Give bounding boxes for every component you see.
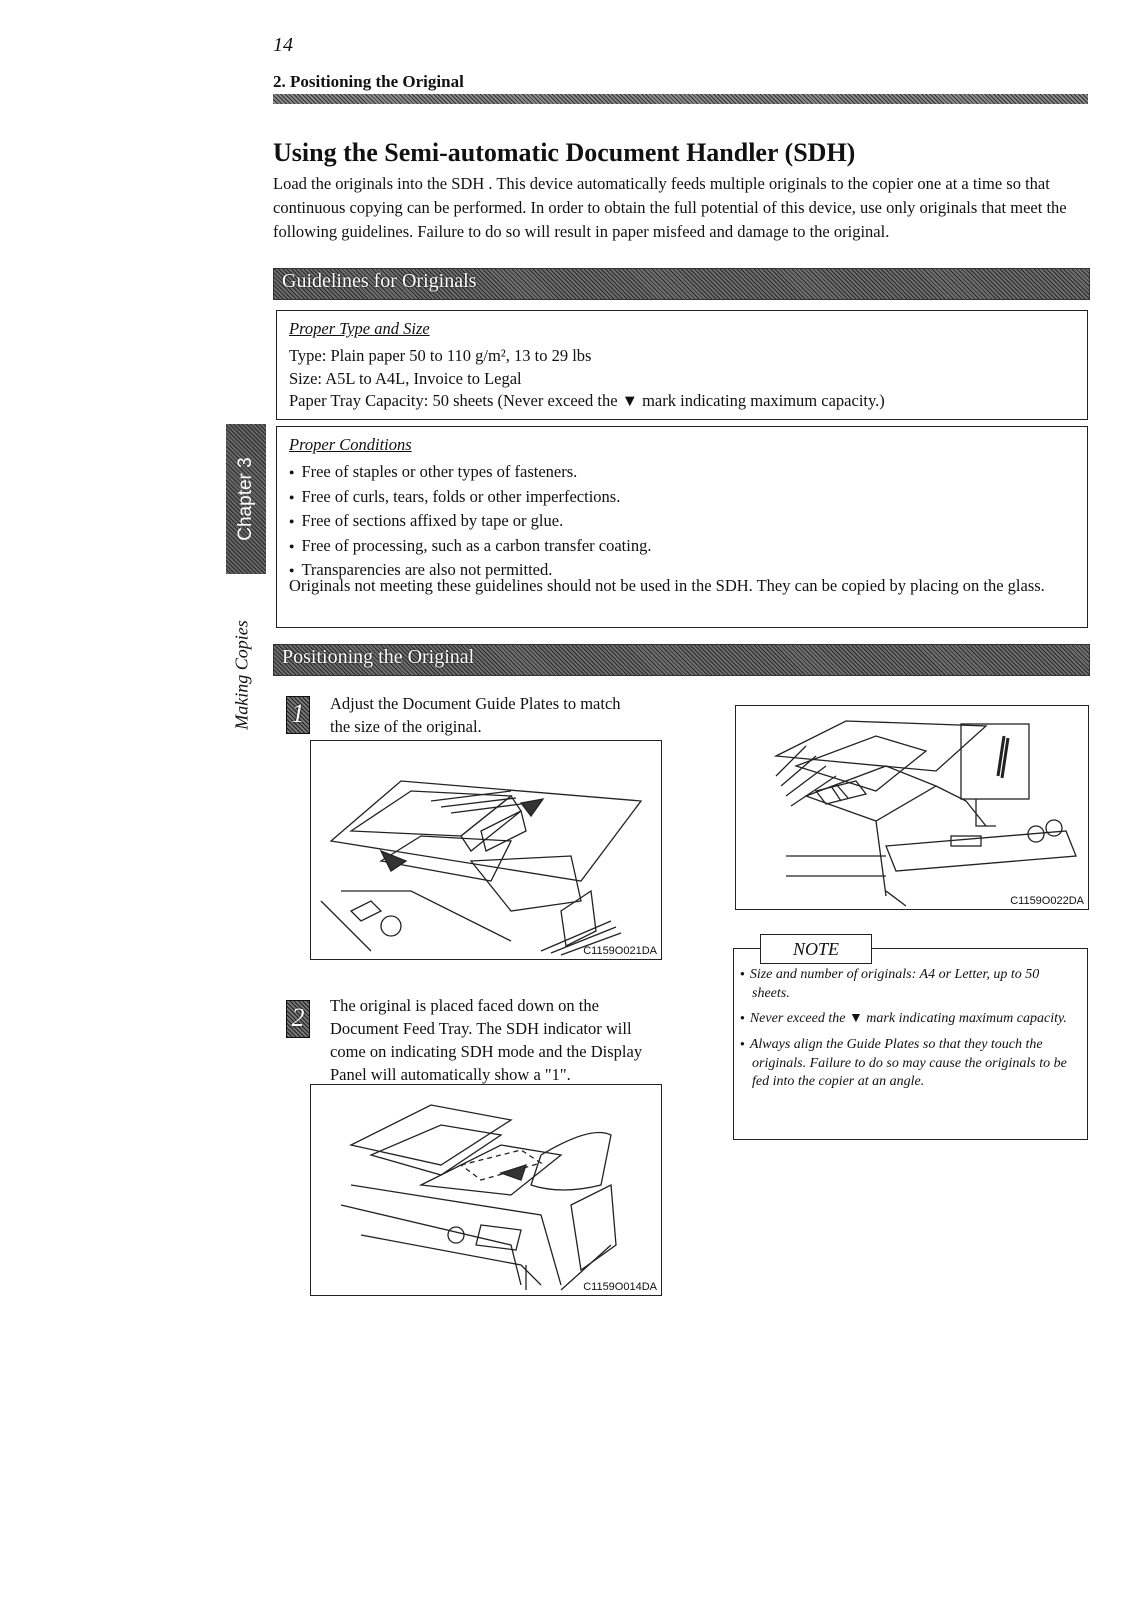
list-item: ● Transparencies are also not permitted. (289, 559, 651, 584)
side-label (222, 615, 262, 735)
chapter-tab (226, 424, 266, 574)
note-list (740, 966, 1080, 1098)
type-size-box (276, 310, 1088, 420)
figure-sdh-indicator (735, 705, 1089, 910)
page-title: Using the Semi-automatic Document Handler (SDH) (273, 138, 856, 167)
step-1-badge (286, 696, 310, 734)
step-2-text: The original is placed faced down on the Document Feed Tray. The SDH indicator will come on indicating SDH mode and the Display Panel will automatically show a "1". (330, 996, 643, 1084)
positioning-banner-label: Positioning the Original (282, 646, 475, 668)
side-label-text: Making Copies (231, 620, 252, 730)
type-line: Type: Plain paper 50 to 110 g/m², 13 to 29 lbs (289, 346, 592, 365)
note-tab (760, 934, 872, 964)
conditions-title: Proper Conditions (289, 435, 412, 454)
size-line: Size: A5L to A4L, Invoice to Legal (289, 368, 522, 388)
figure-code: C1159O022DA (1010, 895, 1084, 907)
page-number: 14 (273, 34, 293, 56)
list-item: ● Size and number of originals: A4 or Letter, up to 50 sheets. (740, 966, 1080, 1003)
step-2-badge (286, 1000, 310, 1038)
type-size-title: Proper Type and Size (289, 319, 430, 338)
section-header: 2. Positioning the Original (273, 72, 464, 91)
list-item: ● Never exceed the ▼ mark indicating maximum capacity. (740, 1010, 1080, 1029)
conditions-box (276, 426, 1088, 628)
header-rule (273, 94, 1088, 104)
guidelines-banner-label: Guidelines for Originals (282, 270, 477, 292)
conditions-footer: Originals not meeting these guidelines should not be used in the SDH. They can be copied by placing on the glass. (289, 576, 1045, 595)
step-1-number: 1 (291, 699, 305, 728)
figure-guide-plates (310, 740, 662, 960)
intro-paragraph: Load the originals into the SDH . This device automatically feeds multiple originals to the copier one at a time so that continuous copying can be performed. In order to obtain the full potential of this device, use only originals that meet the following guidelines. Failure to do so will result in paper misfeed and damage to the original. (273, 174, 1067, 241)
capacity-line: Paper Tray Capacity: 50 sheets (Never exceed the ▼ mark indicating maximum capacity.) (289, 391, 885, 410)
figure-code: C1159O014DA (583, 1281, 657, 1293)
guidelines-banner (273, 268, 1090, 300)
list-item: ● Always align the Guide Plates so that they touch the originals. Failure to do so may cause the originals to be fed into the copier at an angle. (740, 1036, 1080, 1091)
conditions-list (289, 461, 651, 584)
note-title: NOTE (792, 939, 839, 959)
list-item: ● Free of processing, such as a carbon transfer coating. (289, 535, 651, 560)
list-item: ● Free of sections affixed by tape or glue. (289, 510, 651, 535)
figure-feed-tray (310, 1084, 662, 1296)
list-item: ● Free of curls, tears, folds or other imperfections. (289, 486, 651, 511)
figure-code: C1159O021DA (583, 945, 657, 957)
list-item: ● Free of staples or other types of fasteners. (289, 461, 651, 486)
positioning-banner (273, 644, 1090, 676)
step-2-number: 2 (291, 1003, 305, 1032)
chapter-tab-label: Chapter 3 (235, 457, 256, 541)
step-1-text: Adjust the Document Guide Plates to match the size of the original. (330, 694, 621, 736)
